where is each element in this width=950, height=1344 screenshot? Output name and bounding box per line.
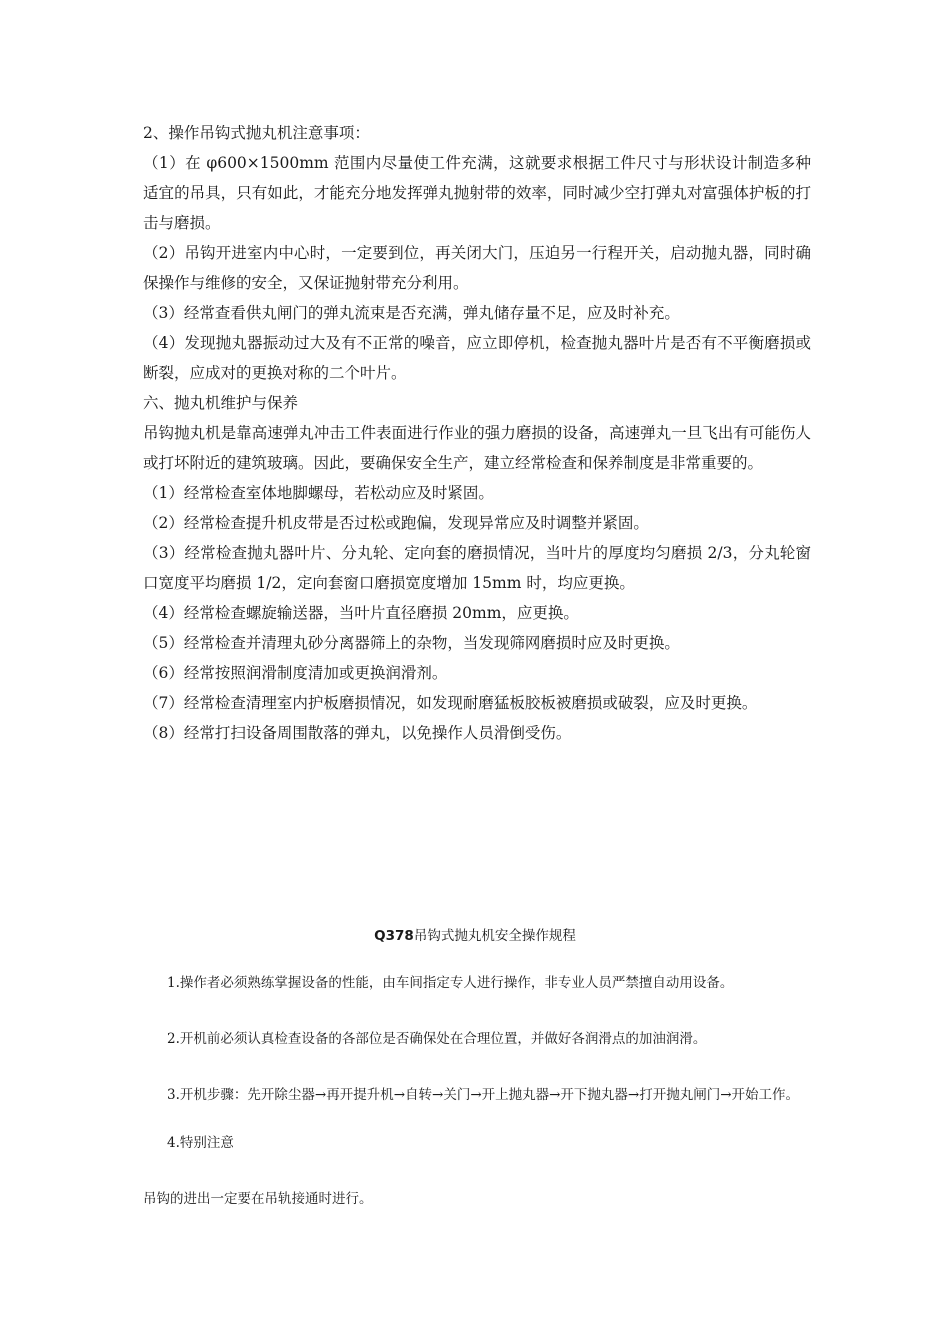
procedure-item-3: 3.开机步骤：先开除尘器→再开提升机→自转→关门→开上抛丸器→开下抛丸器→打开抛丸闸门→开始工作。 — [167, 1087, 800, 1103]
operation-note-1: （1）在 φ600×1500mm 范围内尽量使工件充满，这就要求根据工件尺寸与形状设计制造多种适宜的吊具，只有如此，才能充分地发挥弹丸抛射带的效率，同时减少空打弹丸对富强体护板的打击与磨损。 — [143, 154, 811, 232]
procedure-item-1: 1.操作者必须熟练掌握设备的性能，由车间指定专人进行操作，非专业人员严禁擅自动用设备。 — [167, 975, 734, 991]
maintenance-item-8: （8）经常打扫设备周围散落的弹丸，以免操作人员滑倒受伤。 — [143, 724, 572, 742]
maintenance-item-6: （6）经常按照润滑制度清加或更换润滑剂。 — [143, 664, 448, 682]
title-text: 吊钩式抛丸机安全操作规程 — [413, 928, 576, 944]
maintenance-item-7: （7）经常检查清理室内护板磨损情况，如发现耐磨猛板胶板被磨损或破裂，应及时更换。 — [143, 694, 758, 712]
operation-note-2: （2）吊钩开进室内中心时，一定要到位，再关闭大门，压迫另一行程开关，启动抛丸器，同时确保操作与维修的安全，又保证抛射带充分利用。 — [143, 244, 811, 292]
operation-note-3: （3）经常查看供丸闸门的弹丸流束是否充满，弹丸储存量不足，应及时补充。 — [143, 304, 680, 322]
maintenance-item-5: （5）经常检查并清理丸砂分离器筛上的杂物，当发现筛网磨损时应及时更换。 — [143, 634, 680, 652]
safety-procedure-section — [143, 970, 813, 1212]
heading-operation-notes: 2、操作吊钩式抛丸机注意事项： — [143, 124, 370, 142]
maintenance-item-3: （3）经常检查抛丸器叶片、分丸轮、定向套的磨损情况，当叶片的厚度均匀磨损 2/3，分丸轮窗口宽度平均磨损 1/2，定向套窗口磨损宽度增加 15mm 时，均应更换。 — [143, 544, 811, 592]
procedure-item-4: 4.特别注意 — [167, 1135, 234, 1151]
procedure-title — [0, 925, 950, 947]
maintenance-intro: 吊钩抛丸机是靠高速弹丸冲击工件表面进行作业的强力磨损的设备，高速弹丸一旦飞出有可能伤人或打坏附近的建筑玻璃。因此，要确保安全生产，建立经常检查和保养制度是非常重要的。 — [143, 424, 811, 472]
maintenance-item-2: （2）经常检查提升机皮带是否过松或跑偏，发现异常应及时调整并紧固。 — [143, 514, 649, 532]
procedure-note: 吊钩的进出一定要在吊轨接通时进行。 — [143, 1191, 373, 1207]
procedure-item-2: 2.开机前必须认真检查设备的各部位是否确保处在合理位置，并做好各润滑点的加油润滑。 — [167, 1031, 707, 1047]
maintenance-item-4: （4）经常检查螺旋输送器，当叶片直径磨损 20mm，应更换。 — [143, 604, 579, 622]
maintenance-item-1: （1）经常检查室体地脚螺母，若松动应及时紧固。 — [143, 484, 494, 502]
model-code: Q378 — [374, 928, 414, 944]
maintenance-section — [143, 118, 811, 748]
heading-maintenance: 六、抛丸机维护与保养 — [143, 394, 299, 412]
operation-note-4: （4）发现抛丸器振动过大及有不正常的噪音，应立即停机，检查抛丸器叶片是否有不平衡磨损或断裂，应成对的更换对称的二个叶片。 — [143, 334, 811, 382]
